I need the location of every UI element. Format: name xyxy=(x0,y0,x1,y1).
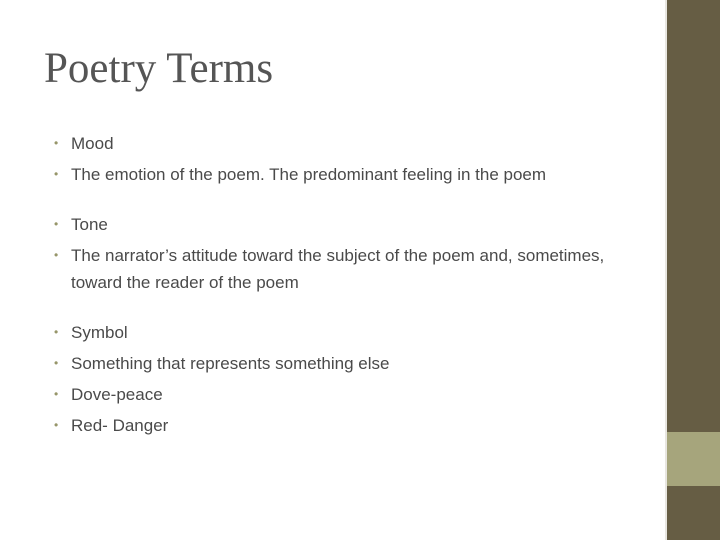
bullet-marker: • xyxy=(54,248,59,262)
slide-title: Poetry Terms xyxy=(44,45,274,92)
bullet-text: Red- Danger xyxy=(71,416,169,435)
bullet-marker: • xyxy=(54,167,59,181)
sidebar-dark-panel-top xyxy=(667,0,720,432)
bullet-item xyxy=(52,319,642,346)
bullet-text: Something that represents something else xyxy=(71,354,390,373)
bullet-text: Tone xyxy=(71,215,108,234)
bullet-item xyxy=(52,242,642,296)
bullet-text: The emotion of the poem. The predominant feeling in the poem xyxy=(71,165,547,184)
bullet-item xyxy=(52,381,642,408)
bullet-item xyxy=(52,412,642,439)
bullet-text: The narrator’s attitude toward the subject of the poem and, sometimes, toward the reader of the poem xyxy=(71,246,605,292)
bullet-list xyxy=(52,130,642,443)
bullet-marker: • xyxy=(54,325,59,339)
bullet-marker: • xyxy=(54,136,59,150)
bullet-item xyxy=(52,350,642,377)
bullet-item xyxy=(52,130,642,157)
sidebar-dark-panel-bottom xyxy=(667,486,720,540)
bullet-text: Mood xyxy=(71,134,114,153)
bullet-marker: • xyxy=(54,387,59,401)
bullet-item xyxy=(52,161,642,188)
bullet-marker: • xyxy=(54,217,59,231)
sidebar-accent-panel xyxy=(667,432,720,486)
bullet-marker: • xyxy=(54,356,59,370)
bullet-text: Dove-peace xyxy=(71,385,163,404)
bullet-marker: • xyxy=(54,418,59,432)
bullet-item xyxy=(52,211,642,238)
bullet-text: Symbol xyxy=(71,323,128,342)
